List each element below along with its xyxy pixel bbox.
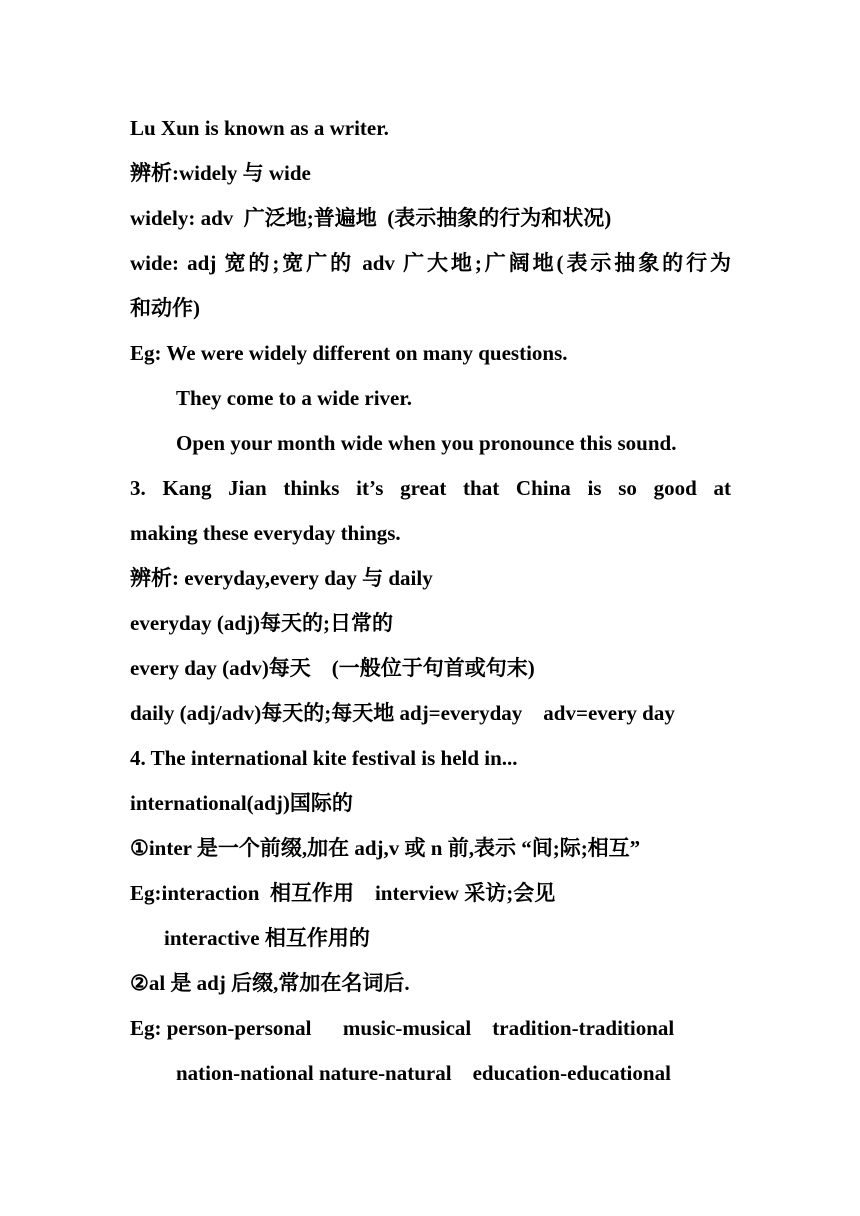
text-line: Lu Xun is known as a writer. [130,116,389,140]
example-line: Eg:interaction 相互作用 interview 采访;会见 [130,881,556,905]
text-line: ①inter 是一个前缀,加在 adj,v 或 n 前,表示 “间;际;相互” [130,836,641,860]
text-line: wide: adj 宽的;宽广的 adv 广大地;广阔地(表示抽象的行为 [130,251,731,275]
text-line: ②al 是 adj 后缀,常加在名词后. [130,971,410,995]
example-line: They come to a wide river. [176,386,413,410]
text-line: making these everyday things. [130,521,401,545]
example-line: Eg: We were widely different on many questions. [130,341,568,365]
text-line: 3. Kang Jian thinks it’s great that China is so good at [130,476,731,500]
text-line: everyday (adj)每天的;日常的 [130,611,394,635]
text-line: 4. The international kite festival is held in... [130,746,518,770]
example-line: interactive 相互作用的 [164,926,370,950]
example-line: Eg: person-personal music-musical tradition-traditional [130,1016,675,1040]
text-line: 辨析: everyday,every day 与 daily [130,566,433,590]
text-line: widely: adv 广泛地;普遍地 (表示抽象的行为和状况) [130,206,612,230]
text-line: every day (adv)每天 (一般位于句首或句末) [130,656,535,680]
example-line: Open your month wide when you pronounce this sound. [176,431,677,455]
example-line: nation-national nature-natural education-educational [176,1061,671,1085]
text-line: daily (adj/adv)每天的;每天地 adj=everyday adv=every day [130,701,675,725]
text-line: international(adj)国际的 [130,791,353,815]
text-line: 辨析:widely 与 wide [130,161,311,185]
text-line: 和动作) [130,296,200,320]
